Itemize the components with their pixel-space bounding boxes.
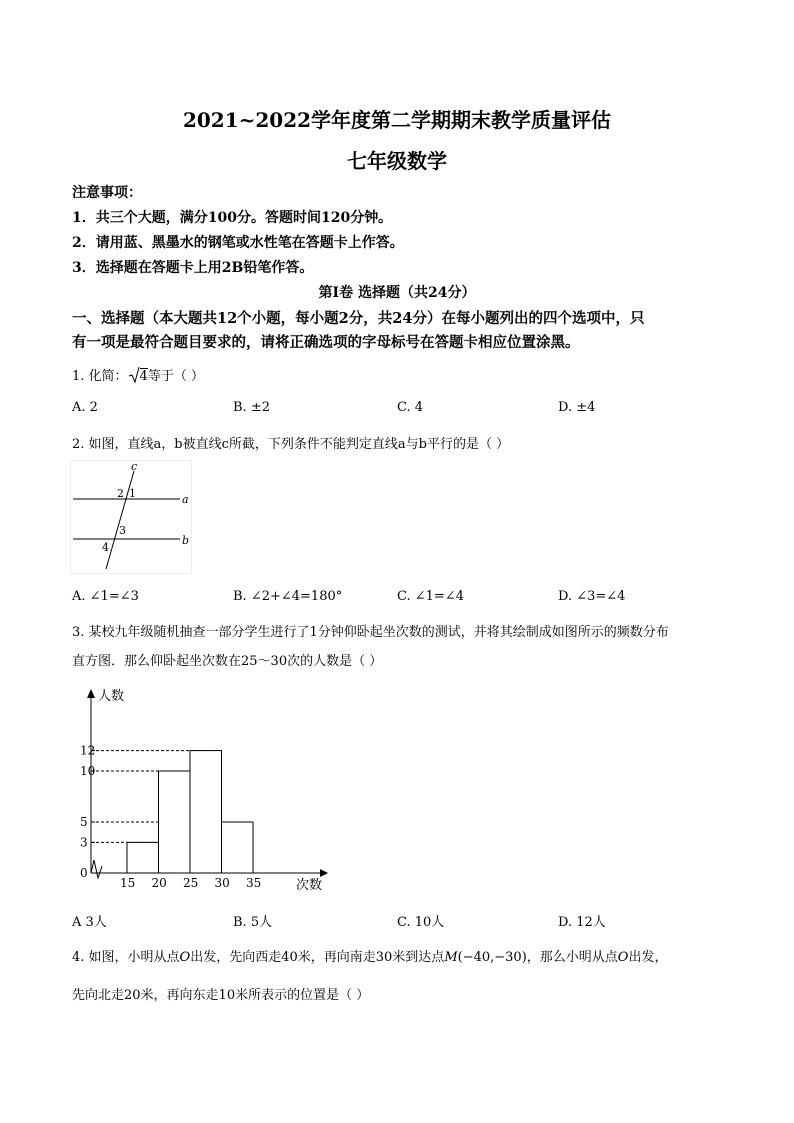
note-item-3: 3．选择题在答题卡上用2B铅笔作答。	[72, 260, 314, 276]
q2-option-a: A. ∠1=∠3	[72, 589, 139, 604]
x-tick-label-15: 15	[120, 876, 136, 890]
x-tick-label-30: 30	[214, 876, 230, 890]
q4-text-1: 4. 如图，小明从点	[72, 950, 180, 965]
q1-option-a: A. 2	[72, 400, 98, 415]
axis-break-icon	[91, 860, 102, 878]
histogram-bar-30-35	[222, 822, 254, 873]
q1-radicand: 4	[139, 369, 148, 384]
parallel-lines-figure	[70, 460, 192, 574]
q2-option-c: C. ∠1=∠4	[397, 589, 464, 604]
q4-point-o: O	[179, 950, 191, 965]
line-c	[106, 471, 134, 569]
y-tick-label-5: 5	[80, 815, 88, 829]
q4-point-m: M	[444, 950, 458, 965]
label-a: a	[182, 493, 189, 506]
exam-subtitle: 七年级数学	[347, 149, 447, 173]
q1-prefix: 1. 化简：	[72, 369, 128, 384]
x-axis-label: 次数	[296, 878, 323, 893]
q2-option-b: B. ∠2+∠4=180°	[233, 589, 343, 604]
q4-coordinate: (−40,−30)	[457, 950, 527, 965]
angle-4-label: 4	[102, 541, 109, 554]
x-axis-arrow-icon	[320, 869, 328, 877]
q1-option-c: C. 4	[397, 400, 424, 415]
angle-1-label: 1	[129, 487, 136, 500]
y-tick-label-3: 3	[80, 835, 88, 850]
y-axis-arrow-icon	[87, 689, 95, 698]
q3-option-a: A 3人	[72, 915, 107, 930]
q3-option-d: D. 12人	[558, 915, 606, 930]
label-b: b	[182, 534, 190, 547]
x-tick-label-25: 25	[183, 876, 199, 890]
frequency-histogram	[72, 684, 332, 896]
question-3-line2: 直方图．那么仰卧起坐次数在25～30次的人数是（ ）	[72, 654, 383, 669]
section-instruction-line1: 一、选择题（本大题共12个小题，每小题2分，共24分）在每小题列出的四个选项中，只	[72, 310, 645, 327]
exam-title: 2021~2022学年度第二学期期末教学质量评估	[182, 108, 612, 132]
q3-option-c: C. 10人	[397, 915, 445, 930]
q4-text-2: 出发，先向西走40米，再向南走30米到达点	[190, 950, 445, 965]
question-4-line1	[72, 946, 667, 965]
q4-text-4: 出发，	[628, 950, 668, 965]
label-c: c	[131, 460, 138, 473]
histogram-bar-15-20	[127, 842, 159, 873]
q1-option-b: B. ±2	[233, 400, 270, 415]
q4-point-o-2: O	[617, 950, 629, 965]
y-tick-label-12: 12	[80, 743, 96, 758]
q1-suffix: 等于（ ）	[147, 369, 204, 384]
angle-3-label: 3	[119, 524, 126, 537]
angle-2-label: 2	[117, 487, 124, 500]
x-tick-label-35: 35	[246, 876, 262, 890]
section-instruction-line2: 有一项是最符合题目要求的，请将正确选项的字母标号在答题卡相应位置涂黑。	[72, 334, 580, 351]
radical-sign-icon	[128, 366, 140, 384]
q2-option-d: D. ∠3=∠4	[558, 589, 626, 604]
histogram-bar-25-30	[190, 751, 222, 873]
note-item-2: 2．请用蓝、黑墨水的钢笔或水性笔在答题卡上作答。	[72, 235, 404, 251]
y-axis-label: 人数	[98, 689, 125, 704]
y-tick-label-0: 0	[80, 866, 88, 880]
note-item-1: 1．共三个大题，满分100分。答题时间120分钟。	[72, 210, 393, 226]
question-2: 2. 如图，直线a，b被直线c所截，下列条件不能判定直线a与b平行的是（ ）	[72, 437, 510, 452]
q3-option-b: B. 5人	[233, 915, 273, 930]
q1-option-d: D. ±4	[558, 400, 596, 415]
question-4-line2: 先向北走20米，再向东走10米所表示的位置是（ ）	[72, 988, 370, 1003]
question-1	[72, 365, 204, 384]
question-3-line1: 3. 某校九年级随机抽查一部分学生进行了1分钟仰卧起坐次数的测试，并将其绘制成如图所示的频数分布	[72, 625, 669, 640]
notes-heading: 注意事项：	[72, 185, 142, 201]
q4-text-3: ，那么小明从点	[526, 950, 618, 965]
y-tick-label-10: 10	[80, 764, 96, 778]
part1-title: 第Ⅰ卷 选择题（共24分）	[318, 285, 476, 301]
sqrt-symbol	[128, 366, 148, 384]
x-tick-label-20: 20	[151, 876, 167, 890]
histogram-bar-20-25	[159, 771, 191, 873]
